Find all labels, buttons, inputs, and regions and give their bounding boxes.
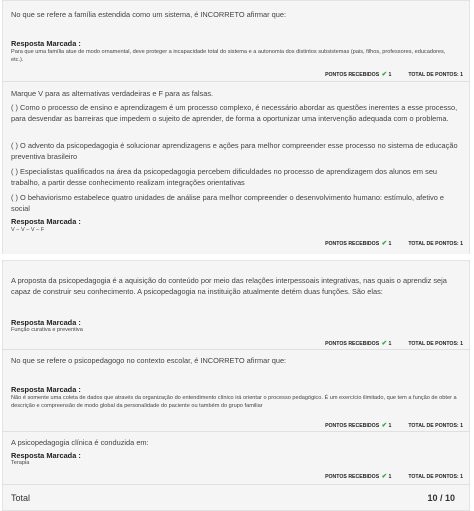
question-1-answer: Para que uma família atue de modo ornamental, deve proteger a incapacidade total do sistema e a autonomia dos distintos subsistemas (pais, filhos, professores, educadores, etc.). (11, 49, 446, 63)
total-points-label: TOTAL DE PONTOS: (408, 72, 459, 78)
total-score: 10 / 10 (427, 493, 455, 503)
question-2-intro: Marque V para as alternativas verdadeiras e F para as falsas. (11, 89, 214, 98)
check-icon: ✔ (381, 71, 388, 78)
question-3-score (325, 339, 463, 347)
points-received-value: 1 (388, 423, 392, 429)
quiz-results-panel-bottom (2, 260, 470, 511)
total-points-value: 1 (460, 474, 463, 480)
question-5-answer-label: Resposta Marcada : (11, 451, 81, 460)
question-2-item-3: ( ) Especialistas qualificados na área da psicopedagogia percebem dificuldades no processo de aprendizagem dos alunos em seu trabalho, a partir desse conhecimento realizam integrações orientativas (11, 167, 438, 187)
question-5-score (325, 472, 463, 480)
question-1-answer-label: Resposta Marcada : (11, 39, 81, 48)
total-points-label: TOTAL DE PONTOS: (408, 423, 459, 429)
points-received-label: PONTOS RECEBIDOS (325, 72, 380, 78)
question-2-item-4: ( ) O behaviorismo estabelece quatro unidades de análise para melhor compreender o desenvolvimento humano: estímulo, afetivo e social (11, 193, 445, 213)
points-received-value: 1 (388, 474, 392, 480)
total-points-value: 1 (460, 341, 463, 347)
question-2-item-1: ( ) Como o processo de ensino e aprendizagem é um processo complexo, é necessário abordar as questões inerentes a esse processo, para desvendar as barreiras que impedem o sujeito de aprender, de forma a oportunizar uma intervenção adequada com o problema. (11, 103, 458, 123)
divider (3, 81, 469, 82)
points-received-label: PONTOS RECEBIDOS (325, 341, 380, 347)
question-4-answer-label: Resposta Marcada : (11, 385, 81, 394)
question-5-text: A psicopedagogia clínica é conduzida em: (11, 438, 149, 447)
question-2-score (325, 239, 463, 247)
divider (3, 431, 469, 432)
question-2-answer-label: Resposta Marcada : (11, 217, 81, 226)
points-received-label: PONTOS RECEBIDOS (325, 474, 380, 480)
total-points-value: 1 (460, 72, 463, 78)
question-5-answer: Terapia (11, 460, 30, 466)
points-received-label: PONTOS RECEBIDOS (325, 423, 380, 429)
divider (3, 349, 469, 350)
question-2-item-2: ( ) O advento da psicopedagogia é solucionar aprendizagens e ações para melhor compreender esse processo no sistema de educação preventiva brasileiro (11, 141, 458, 161)
total-points-value: 1 (460, 423, 463, 429)
check-icon: ✔ (381, 473, 388, 480)
question-3-text: A proposta da psicopedagogia é a aquisição do conteúdo por meio das relações interpessoais integrativas, nas quais o aprendiz seja capaz de construir seu conhecimento. A psicopedagogia na instituição atualmente detém duas funções. São elas: (11, 276, 447, 296)
question-1-score (325, 70, 463, 78)
points-received-label: PONTOS RECEBIDOS (325, 241, 380, 247)
question-3-answer-label: Resposta Marcada : (11, 318, 81, 327)
total-points-label: TOTAL DE PONTOS: (408, 241, 459, 247)
question-4-score (325, 421, 463, 429)
points-received-value: 1 (388, 72, 392, 78)
check-icon: ✔ (381, 422, 388, 429)
total-points-label: TOTAL DE PONTOS: (408, 341, 459, 347)
question-4-answer: Não é somente uma coleta de dados que através da organização do entendimento clínico irá orientar o processo pedagógico. É um exercício ilimitado, que tem a função de obter a descrição e compreensão de modo global da personalidade do paciente ou também do grupo familiar (11, 395, 457, 409)
quiz-results-panel-top (2, 0, 470, 256)
total-points-label: TOTAL DE PONTOS: (408, 474, 459, 480)
total-points-value: 1 (460, 241, 463, 247)
total-label: Total (11, 493, 31, 503)
question-2-answer: V – V – V – F (11, 227, 45, 233)
question-4-text: No que se refere o psicopedagogo no contexto escolar, é INCORRETO afirmar que: (11, 356, 287, 365)
check-icon: ✔ (381, 240, 388, 247)
points-received-value: 1 (388, 241, 392, 247)
check-icon: ✔ (381, 340, 388, 347)
question-3-answer: Função curativa e preventiva (11, 327, 83, 333)
question-1-text: No que se refere a família estendida como um sistema, é INCORRETO afirmar que: (11, 10, 287, 19)
divider (3, 484, 469, 485)
points-received-value: 1 (388, 341, 392, 347)
